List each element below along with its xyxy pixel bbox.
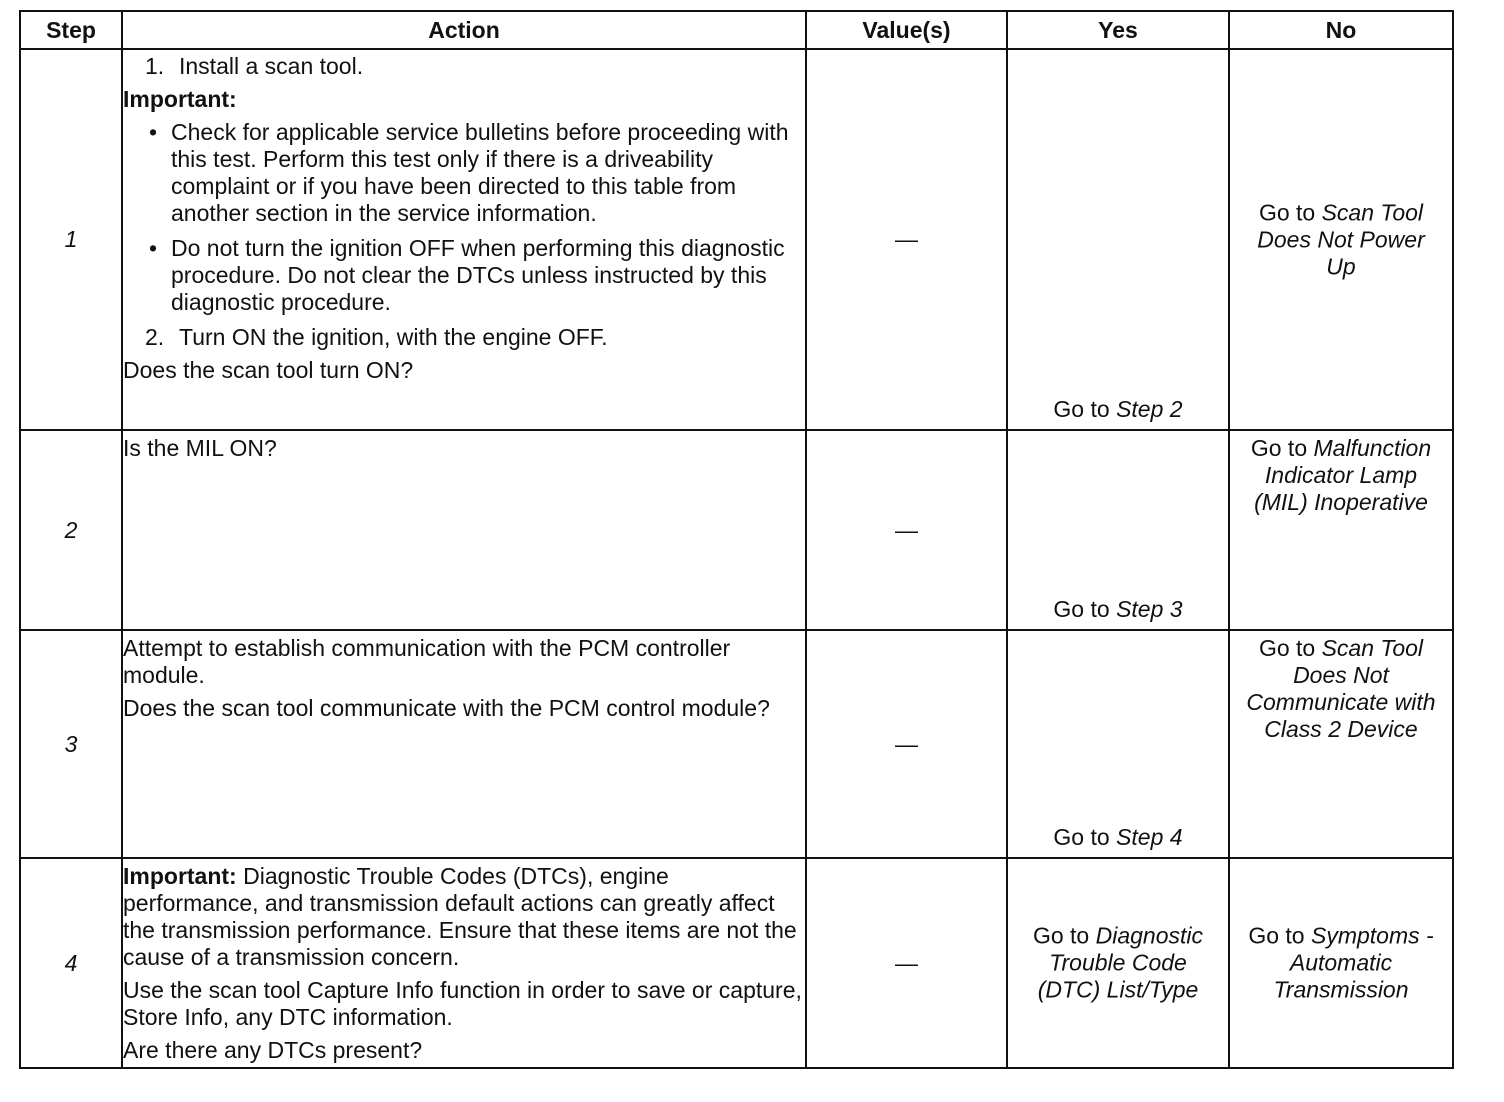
no-link[interactable]: Go to Scan Tool Does Not Communicate with Class 2 Device [1246,635,1436,742]
action-important [123,863,805,971]
yes-cell [1007,49,1229,430]
yes-cell [1007,630,1229,858]
value-cell: — [806,630,1007,858]
header-yes: Yes [1007,11,1229,49]
no-cell [1229,430,1453,630]
header-no: No [1229,11,1453,49]
yes-link[interactable]: Go to Diagnostic Trouble Code (DTC) List/Type [1032,922,1204,1003]
step-number: 2 [20,430,122,630]
action-question: Are there any DTCs present? [123,1037,423,1063]
table-row-step-4 [20,858,1453,1068]
header-row [20,11,1453,49]
no-cell [1229,630,1453,858]
action-question: Does the scan tool communicate with the PCM control module? [123,695,770,721]
header-action: Action [122,11,806,49]
header-values: Value(s) [806,11,1007,49]
action-cell [122,49,806,430]
table-row-step-2 [20,430,1453,630]
bullet-list [123,119,805,316]
diagnostic-table [19,10,1454,1069]
yes-cell [1007,430,1229,630]
action-cell [122,630,806,858]
action-text: Attempt to establish communication with the PCM controller module. [123,635,731,688]
step-number: 4 [20,858,122,1068]
bullet-item: • Check for applicable service bulletins before proceeding with this test. Perform this test only if there is a driveability complaint or if you have been directed to this table from another section in the service information. [171,119,805,227]
value-cell: — [806,430,1007,630]
action-text: Use the scan tool Capture Info function in order to save or capture, Store Info, any DTC information. [123,977,802,1030]
yes-link[interactable]: Go to Step 4 [1053,824,1183,850]
yes-link[interactable]: Go to Step 2 [1053,396,1183,422]
action-item: 2. Turn ON the ignition, with the engine OFF. [145,324,608,350]
important-label: Important: [123,863,237,889]
no-link[interactable]: Go to Scan Tool Does Not Power Up [1257,199,1425,279]
table-row-step-3 [20,630,1453,858]
yes-link[interactable]: Go to Step 3 [1053,596,1183,622]
step-number: 3 [20,630,122,858]
value-cell: — [806,858,1007,1068]
important-label: Important: [123,86,237,112]
action-cell [122,858,806,1068]
header-step: Step [20,11,122,49]
no-cell [1229,49,1453,430]
action-cell [122,430,806,630]
action-question: Does the scan tool turn ON? [123,357,414,383]
table-row-step-1 [20,49,1453,430]
action-question: Is the MIL ON? [123,435,277,461]
bullet-item: • Do not turn the ignition OFF when performing this diagnostic procedure. Do not clear the DTCs unless instructed by this diagnostic procedure. [171,235,805,316]
important-text: Diagnostic Trouble Codes (DTCs), engine performance, and transmission default actions can greatly affect the transmission performance. Ensure that these items are not the cause of a transmission concern. [123,863,797,970]
no-link[interactable]: Go to Symptoms - Automatic Transmission [1248,922,1434,1003]
step-number: 1 [20,49,122,430]
no-link[interactable]: Go to Malfunction Indicator Lamp (MIL) Inoperative [1250,435,1432,515]
action-item: 1. Install a scan tool. [145,53,364,79]
value-cell: — [806,49,1007,430]
yes-cell [1007,858,1229,1068]
no-cell [1229,858,1453,1068]
